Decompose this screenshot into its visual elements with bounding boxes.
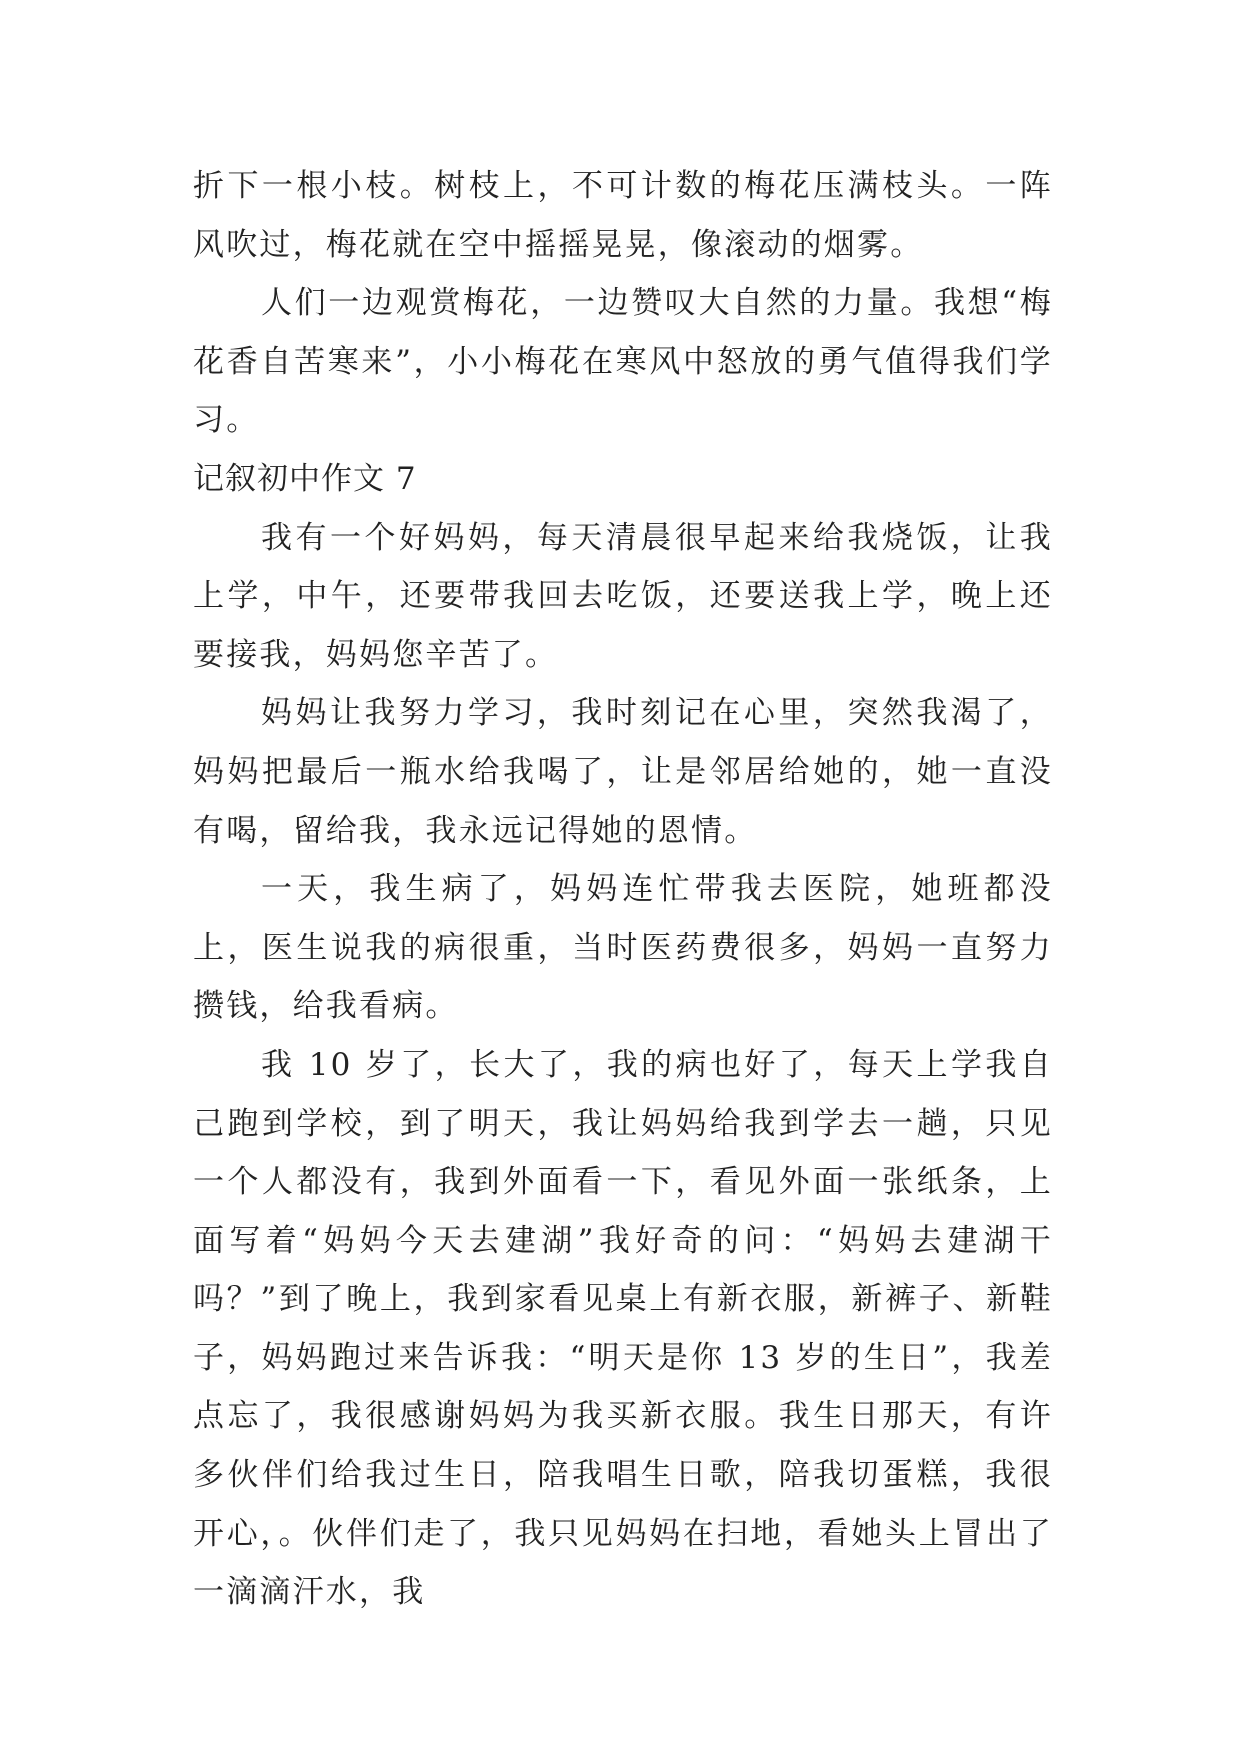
document-body [193,157,1053,1622]
paragraph: 我有一个好妈妈，每天清晨很早起来给我烧饭，让我上学，中午，还要带我回去吃饭，还要送我上学，晚上还要接我，妈妈您辛苦了。 [193,519,1053,673]
paragraph: 一天，我生病了，妈妈连忙带我去医院，她班都没上，医生说我的病很重，当时医药费很多，妈妈一直努力攒钱，给我看病。 [193,871,1053,1025]
paragraph: 人们一边观赏梅花，一边赞叹大自然的力量。我想“梅花香自苦寒来”，小小梅花在寒风中怒放的勇气值得我们学习。 [193,285,1053,439]
paragraph: 我 10 岁了，长大了，我的病也好了，每天上学我自己跑到学校，到了明天，我让妈妈给我到学去一趟，只见一个人都没有，我到外面看一下，看见外面一张纸条，上面写着“妈妈今天去建湖”我好奇的问：“妈妈去建湖干吗？”到了晚上，我到家看见桌上有新衣服，新裤子、新鞋子，妈妈跑过来告诉我：“明天是你 13 岁的生日”，我差点忘了，我很感谢妈妈为我买新衣服。我生日那天，有许多伙伴们给我过生日，陪我唱生日歌，陪我切蛋糕，我很开心，。伙伴们走了，我只见妈妈在扫地，看她头上冒出了一滴滴汗水，我 [193,1046,1053,1611]
paragraph: 折下一根小枝。树枝上，不可计数的梅花压满枝头。一阵风吹过，梅花就在空中摇摇晃晃，像滚动的烟雾。 [193,168,1053,263]
section-heading: 记叙初中作文 7 [193,460,417,497]
paragraph: 妈妈让我努力学习，我时刻记在心里，突然我渴了，妈妈把最后一瓶水给我喝了，让是邻居给她的，她一直没有喝，留给我，我永远记得她的恩情。 [193,695,1053,849]
